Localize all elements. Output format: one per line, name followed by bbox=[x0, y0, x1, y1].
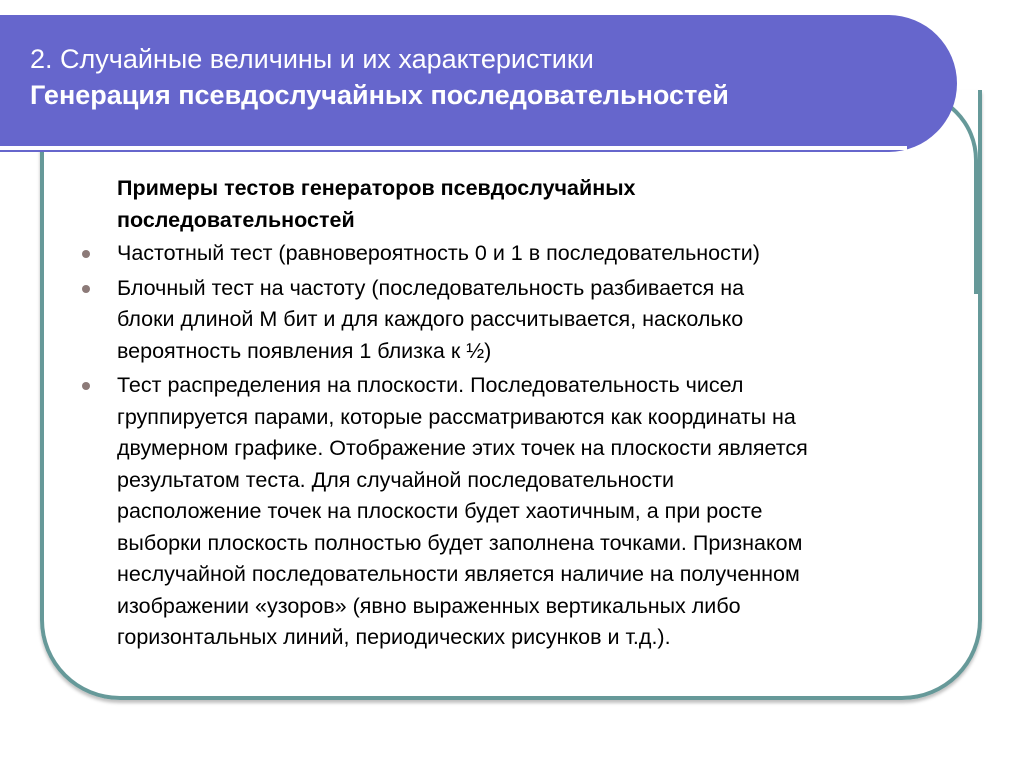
bullet-text-line: блоки длиной M бит и для каждого рассчитывается, насколько bbox=[117, 307, 744, 331]
bullet-item bbox=[117, 370, 808, 654]
bullet-text-line: группируется парами, которые рассматриваются как координаты на bbox=[117, 404, 796, 429]
bullet-text-line: расположение точек на плоскости будет хаотичным, а при росте bbox=[117, 499, 763, 523]
slide-body bbox=[117, 173, 808, 654]
bullet-icon bbox=[82, 285, 90, 293]
section-heading: Примеры тестов генераторов псевдослучайных bbox=[117, 176, 636, 200]
bullet-text-line: выборки плоскость полностью будет заполнена точками. Признаком bbox=[117, 530, 803, 555]
bullet-text-line: горизонтальных линий, периодических рисунков и т.д.). bbox=[117, 625, 671, 649]
bullet-item bbox=[117, 238, 808, 270]
bullet-text-line: Частотный тест (равновероятность 0 и 1 в последовательности) bbox=[117, 241, 760, 265]
bullet-icon bbox=[82, 382, 90, 390]
title-underline bbox=[0, 146, 907, 150]
bullet-text-line: результатом теста. Для случайной последовательности bbox=[117, 467, 674, 492]
section-heading: последовательностей bbox=[117, 207, 355, 232]
bullet-text-line: Тест распределения на плоскости. Последовательность чисел bbox=[117, 373, 744, 397]
bullet-list bbox=[117, 238, 808, 654]
bullet-text-line: вероятность появления 1 близка к ½) bbox=[117, 338, 492, 363]
bullet-text-line: Блочный тест на частоту (последовательность разбивается на bbox=[117, 275, 745, 300]
bullet-item bbox=[117, 273, 808, 368]
bullet-text-line: неслучайной последовательности является наличие на полученном bbox=[117, 562, 800, 586]
slide-subtitle: Генерация псевдослучайных последовательностей bbox=[30, 80, 729, 110]
slide-title: 2. Случайные величины и их характеристики bbox=[30, 44, 594, 74]
bullet-text-line: двумерном графике. Отображение этих точек на плоскости является bbox=[117, 436, 808, 460]
bullet-icon bbox=[82, 250, 90, 258]
bullet-text-line: изображении «узоров» (явно выраженных вертикальных либо bbox=[117, 593, 741, 618]
